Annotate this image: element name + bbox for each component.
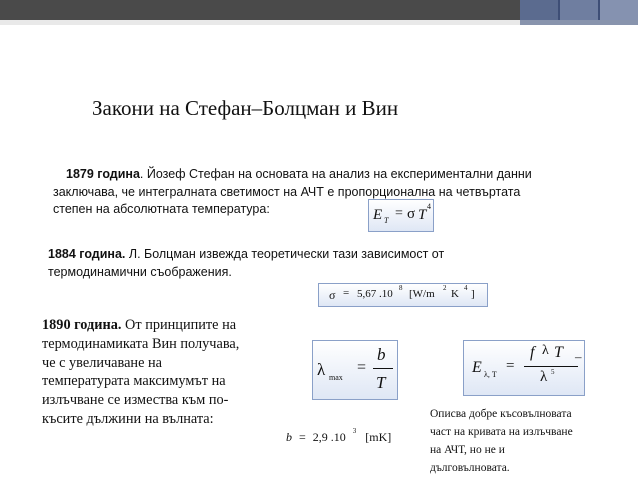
paragraph-1879-text1: . Йозеф Стефан на основата на анализ на експериментални данни (139, 167, 532, 181)
wien2-E: E (472, 359, 482, 376)
sigma-exp2: 2 (443, 284, 447, 292)
b-eq: = (299, 430, 306, 444)
formula-exp: 4 (427, 202, 431, 211)
wien-eq: = (357, 359, 367, 376)
sigma-unit2: K (451, 288, 459, 300)
sigma-exp: 8 (399, 284, 403, 292)
note-line1: Описва добре късовълновата (430, 408, 572, 420)
paragraph-1890-line3: че с увеличаване на (42, 354, 162, 371)
year-1879: 1879 година (66, 167, 140, 181)
wien2-fraction-bar (524, 366, 578, 367)
wien2-glyph: λ (542, 343, 549, 358)
year-1884: 1884 година. (48, 247, 126, 261)
note-line3: на АЧТ, но не и (430, 444, 505, 456)
wien2-f: f (530, 344, 535, 361)
sigma-unit3: ] (471, 288, 475, 300)
b-exp: 3 (352, 427, 357, 435)
top-accent-strip (520, 20, 638, 25)
paragraph-1890-line2: термодинамиката Вин получава, (42, 335, 240, 352)
paragraph-1879-line2: заключава, че интегралната светимост на АЧТ е пропорционална на четвъртата (53, 184, 521, 199)
sigma-exp3: 4 (464, 284, 468, 292)
paragraph-1884-line2: термодинамични съображения. (48, 264, 232, 279)
formula-E-sub: T (384, 216, 389, 225)
note-line2: част на кривата на излъчване (430, 426, 573, 438)
wien2-denominator: λ (540, 369, 548, 385)
wien-radiation-formula (463, 340, 585, 396)
formula-eq: = (395, 206, 403, 221)
wien2-dash: – (575, 349, 582, 364)
accent-tab-1 (520, 0, 558, 20)
paragraph-1879-line3: степен на абсолютната температура: (53, 202, 270, 216)
paragraph-1890-line6: късите дължини на вълната: (42, 410, 214, 427)
wien2-eq: = (506, 358, 515, 374)
b-value-number: 2,9 .10 (312, 430, 346, 444)
stefan-law-formula (368, 199, 434, 232)
wien-lambda: λ (317, 360, 326, 379)
wien-numerator: b (377, 345, 386, 364)
wien2-den-exp: 5 (551, 368, 555, 376)
paragraph-1879 (53, 166, 586, 219)
sigma-symbol: σ (329, 288, 336, 302)
wien2-E-sub: λ, T (484, 370, 497, 379)
paragraph-1879-line1 (66, 166, 586, 184)
sigma-eq: = (343, 287, 350, 299)
wien-displacement-formula (312, 340, 398, 400)
paragraph-1890 (42, 316, 282, 429)
stefan-boltzmann-constant (318, 283, 488, 307)
paragraph-1890-line5: излъчване се измества към по- (42, 392, 229, 409)
paragraph-1890-text1: От принципите на (121, 317, 237, 333)
formula-sigma: σ (407, 206, 416, 222)
note-line4: дълговълновата. (430, 462, 510, 474)
wien-lambda-sub: max (329, 373, 343, 382)
wien-denominator: T (376, 373, 386, 392)
accent-tab-2 (560, 0, 598, 20)
sigma-unit1: [W/m (409, 288, 435, 300)
wien-fraction-bar (373, 368, 393, 369)
formula-T: T (418, 207, 427, 223)
sigma-value: 5,67 .10 (357, 288, 393, 300)
paragraph-1890-line4: температурата максимумът на (42, 373, 226, 390)
paragraph-1884 (48, 246, 518, 281)
year-1890: 1890 година. (42, 317, 122, 333)
paragraph-1890-line1 (42, 316, 282, 335)
paragraph-1884-line1 (48, 246, 518, 264)
wien2-T: T (554, 344, 563, 361)
formula-E: E (373, 207, 383, 223)
slide-title: Закони на Стефан–Болцман и Вин (92, 96, 399, 120)
b-symbol: b (286, 430, 292, 444)
accent-tab-3 (600, 0, 638, 20)
paragraph-1884-text1: Л. Болцман извежда теоретически тази зависимост от (125, 247, 445, 261)
wien-constant-value (286, 427, 391, 445)
b-unit: [mK] (365, 430, 392, 444)
wien-law-note (430, 405, 630, 477)
